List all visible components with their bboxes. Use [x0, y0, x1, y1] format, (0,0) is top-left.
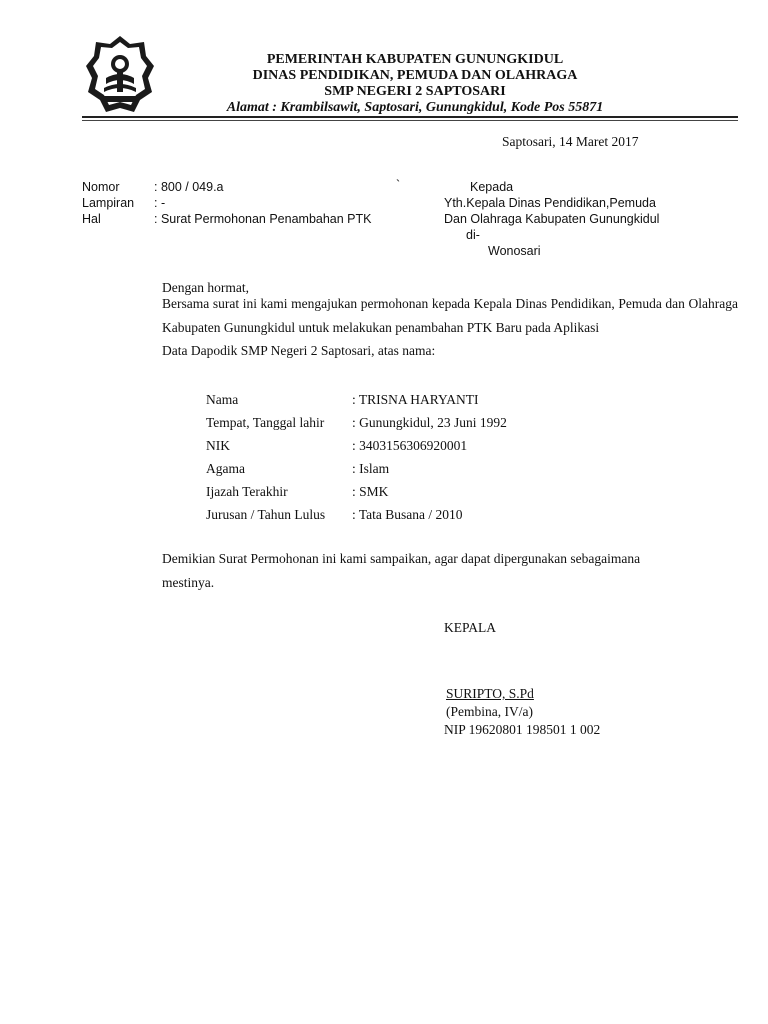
identity-label-ijazah: Ijazah Terakhir: [206, 484, 288, 499]
regency-emblem-logo: [84, 34, 156, 116]
letterhead-divider-thin: [82, 120, 738, 121]
recipient-di: di-: [466, 228, 480, 242]
identity-label-birth: Tempat, Tanggal lahir: [206, 415, 325, 430]
lampiran-label: Lampiran: [82, 196, 135, 210]
stray-backtick: `: [396, 178, 401, 192]
signatory-nip: NIP 19620801 198501 1 002: [444, 722, 601, 737]
letterhead-department: DINAS PENDIDIKAN, PEMUDA DAN OLAHRAGA: [252, 68, 578, 83]
hal-value: : Surat Permohonan Penambahan PTK: [154, 212, 372, 226]
hal-label: Hal: [82, 212, 101, 226]
signature-title: KEPALA: [444, 620, 497, 635]
nomor-label: Nomor: [82, 180, 120, 194]
identity-value-nama: : TRISNA HARYANTI: [352, 392, 479, 407]
closing-paragraph: [162, 547, 738, 594]
recipient-line2: Dan Olahraga Kabupaten Gunungkidul: [444, 212, 660, 226]
closing-paragraph-text: Demikian Surat Permohonan ini kami sampaikan, agar dapat dipergunakan sebagaimana: [162, 551, 641, 566]
identity-value-ijazah: : SMK: [352, 484, 389, 499]
identity-label-jurusan: Jurusan / Tahun Lulus: [206, 507, 326, 522]
signatory-rank: (Pembina, IV/a): [446, 704, 533, 719]
intro-paragraph-last-line: Data Dapodik SMP Negeri 2 Saptosari, atas nama:: [162, 343, 436, 358]
intro-paragraph-text: Bersama surat ini kami mengajukan permohonan kepada Kepala Dinas Pendidikan, Pemuda dan Olahraga Kabupaten Gunungkidul untuk melakukan penambahan PTK Baru pada Aplikasi: [162, 296, 738, 335]
identity-value-jurusan: : Tata Busana / 2010: [352, 507, 463, 522]
identity-value-nik: : 3403156306920001: [352, 438, 468, 453]
letterhead-divider-thick: [82, 116, 738, 118]
recipient-line1: Yth.Kepala Dinas Pendidikan,Pemuda: [444, 196, 656, 210]
identity-value-birth: : Gunungkidul, 23 Juni 1992: [352, 415, 507, 430]
signatory-name: SURIPTO, S.Pd: [446, 686, 534, 701]
letterhead-school: SMP NEGERI 2 SAPTOSARI: [324, 84, 506, 99]
nomor-value: : 800 / 049.a: [154, 180, 224, 194]
recipient-city: Wonosari: [488, 244, 541, 258]
identity-label-nama: Nama: [206, 392, 239, 407]
identity-label-agama: Agama: [206, 461, 245, 476]
identity-label-nik: NIK: [206, 438, 230, 453]
intro-paragraph: [162, 292, 738, 363]
closing-paragraph-last-line: mestinya.: [162, 574, 215, 590]
greeting: Dengan hormat,: [162, 280, 249, 295]
letter-date: Saptosari, 14 Maret 2017: [502, 134, 639, 149]
letterhead-address: Alamat : Krambilsawit, Saptosari, Gunungkidul, Kode Pos 55871: [226, 100, 604, 115]
recipient-kepada: Kepada: [470, 180, 514, 194]
letterhead-government: PEMERINTAH KABUPATEN GUNUNGKIDUL: [266, 52, 564, 67]
lampiran-value: : -: [154, 196, 166, 210]
identity-value-agama: : Islam: [352, 461, 390, 476]
